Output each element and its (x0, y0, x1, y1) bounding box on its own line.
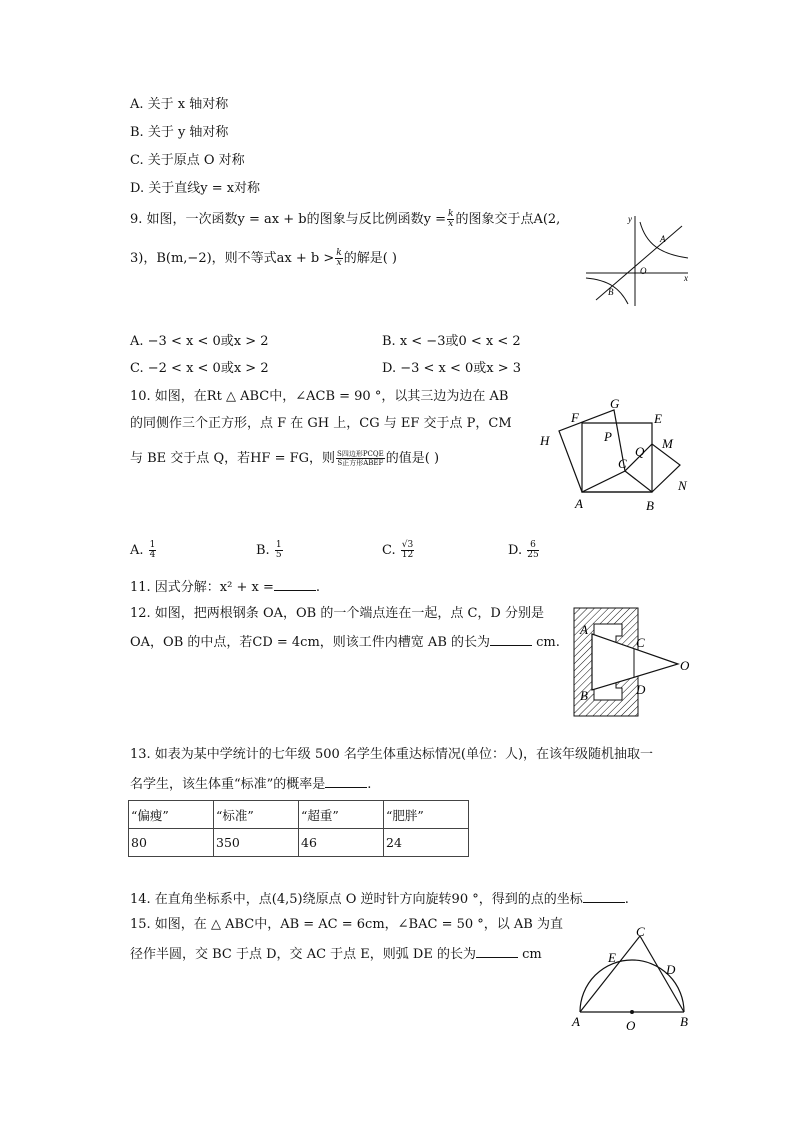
q12-fig-label-c: C (636, 635, 645, 650)
q12-fig-label-d: D (636, 682, 646, 697)
q10-figure (536, 396, 696, 514)
table-cell: 80 (129, 829, 214, 857)
q9-line1-b: 的图象交于点A(2, (455, 212, 561, 227)
q10-option-b: B. $\frac{1}{5}$ (256, 540, 282, 560)
q10-fig-label-h: H (540, 433, 550, 448)
q10-option-c-frac: $\frac{√3}{12}$ (401, 540, 414, 560)
q8-option-b: B. 关于 y 轴对称 (130, 125, 229, 140)
table-cell: 46 (299, 829, 384, 857)
q10-fig-label-n: N (678, 478, 687, 493)
q9-fig-label-o: O (640, 266, 647, 276)
q10-fig-label-a: A (575, 496, 583, 511)
table-cell: 24 (384, 829, 469, 857)
q11-answer-blank (274, 577, 316, 591)
q12-figure (570, 604, 694, 720)
q13-answer-blank (325, 774, 367, 788)
q9-line2-b: 的解是( ) (343, 251, 397, 266)
q9-option-d: D. −3 < x < 0或x > 3 (382, 361, 522, 376)
weight-table (128, 800, 469, 857)
q10-ratio-fraction: $\frac{\text{S四边形PCQE}}{\text{S正方形ABEF}}$ (337, 450, 384, 467)
q10-fig-label-f: F (571, 410, 579, 425)
q15-fig-label-e: E (608, 950, 616, 965)
q15-fig-label-b: B (680, 1014, 688, 1029)
q9-line2-a: 3)，B(m,−2)，则不等式ax + b > (130, 251, 335, 266)
q10-line3-a: 与 BE 交于点 Q，若HF = FG，则 (130, 451, 336, 466)
q10-fig-label-m: M (662, 436, 673, 451)
q10-option-d: D. $\frac{6}{25}$ (508, 540, 539, 560)
q8-option-a: A. 关于 x 轴对称 (130, 97, 229, 112)
q10-option-c: C. $\frac{√3}{12}$ (382, 540, 414, 560)
q8-option-d: D. 关于直线y = x对称 (130, 181, 261, 196)
q9-line2 (130, 249, 397, 268)
q10-option-a: A. $\frac{1}{4}$ (130, 540, 156, 560)
q15-fig-label-d: D (666, 962, 676, 977)
q8-option-c: C. 关于原点 O 对称 (130, 153, 245, 168)
q9-fig-label-b: B (608, 287, 614, 297)
q9-option-a: A. −3 < x < 0或x > 2 (130, 334, 269, 349)
q10-fig-label-e: E (654, 411, 662, 426)
q9-k-over-x-2: $\frac{k}{x}$ (336, 248, 342, 268)
q10-fig-label-g: G (610, 396, 620, 411)
table-header-cell: “超重” (299, 801, 384, 829)
q9-fig-label-x: x (684, 273, 688, 283)
q9-line1 (130, 210, 560, 229)
q10-fig-label-q: Q (635, 444, 645, 459)
q11-text: 11. 因式分解：x² + x = (130, 580, 274, 595)
table-header-cell: “偏瘦” (129, 801, 214, 829)
q12-line1: 12. 如图，把两根钢条 OA，OB 的一个端点连在一起，点 C，D 分别是 (130, 606, 544, 621)
q10-fig-label-b: B (646, 498, 654, 513)
q13-line2: 名学生，该生体重“标准”的概率是 (130, 777, 326, 792)
q10-fig-label-c: C (618, 456, 627, 471)
q10-line2: 的同侧作三个正方形，点 F 在 GH 上，CG 与 EF 交于点 P，CM (130, 416, 512, 431)
q10-fig-label-p: P (604, 429, 612, 444)
q9-option-c: C. −2 < x < 0或x > 2 (130, 361, 269, 376)
q12-fig-label-a: A (580, 622, 588, 637)
q15-figure (568, 922, 694, 1034)
q9-line1-a: 9. 如图，一次函数y = ax + b的图象与反比例函数y = (130, 212, 446, 227)
q12-fig-label-b: B (580, 688, 588, 703)
table-header-cell: “肥胖” (384, 801, 469, 829)
q9-figure (582, 208, 694, 308)
q15-fig-label-a: A (572, 1014, 580, 1029)
q15-answer-blank (476, 944, 518, 958)
q14-line: 14. 在直角坐标系中，点(4,5)绕原点 O 逆时针方向旋转90 °，得到的点的坐标 . (130, 889, 629, 909)
q9-option-b: B. x < −3或0 < x < 2 (382, 334, 521, 349)
q15-line2: 径作半圆，交 BC 于点 D，交 AC 于点 E，则弧 DE 的长为 (130, 947, 476, 962)
table-row (129, 801, 469, 829)
table-cell: 350 (214, 829, 299, 857)
q10-option-d-frac: $\frac{6}{25}$ (527, 540, 539, 560)
q9-fig-label-a: A (660, 234, 666, 244)
q14-text: 14. 在直角坐标系中，点(4,5)绕原点 O 逆时针方向旋转90 °，得到的点的坐标 (130, 892, 583, 907)
q11-line: 11. 因式分解：x² + x = . (130, 577, 320, 597)
q13-line1: 13. 如表为某中学统计的七年级 500 名学生体重达标情况(单位：人)，在该年级随机抽取一 (130, 747, 654, 762)
q12-answer-blank (490, 632, 532, 646)
q15-fig-label-o: O (626, 1018, 636, 1033)
q10-line3-b: 的值是( ) (385, 451, 440, 466)
q9-fig-label-y: y (628, 214, 632, 224)
q15-line2-row: 径作半圆，交 BC 于点 D，交 AC 于点 E，则弧 DE 的长为 cm (130, 944, 542, 964)
table-header-cell: “标准” (214, 801, 299, 829)
q12-fig-label-o: O (680, 658, 690, 673)
q14-answer-blank (583, 889, 625, 903)
q13-line2-row: 名学生，该生体重“标准”的概率是 . (130, 774, 371, 794)
q15-fig-label-c: C (636, 924, 645, 939)
q12-line2: OA，OB 的中点，若CD = 4cm，则该工件内槽宽 AB 的长为 (130, 635, 491, 650)
q10-option-b-frac: $\frac{1}{5}$ (275, 540, 282, 560)
q10-line3 (130, 450, 439, 468)
q15-line1: 15. 如图，在 △ ABC中，AB = AC = 6cm，∠BAC = 50 °，以 AB 为直 (130, 917, 563, 932)
q9-k-over-x: $\frac{k}{x}$ (447, 209, 454, 229)
table-row (129, 829, 469, 857)
q10-option-a-frac: $\frac{1}{4}$ (149, 540, 156, 560)
q12-line2-row: OA，OB 的中点，若CD = 4cm，则该工件内槽宽 AB 的长为 cm. (130, 632, 560, 652)
q10-line1: 10. 如图，在Rt △ ABC中，∠ACB = 90 °，以其三边为边在 AB (130, 389, 509, 404)
